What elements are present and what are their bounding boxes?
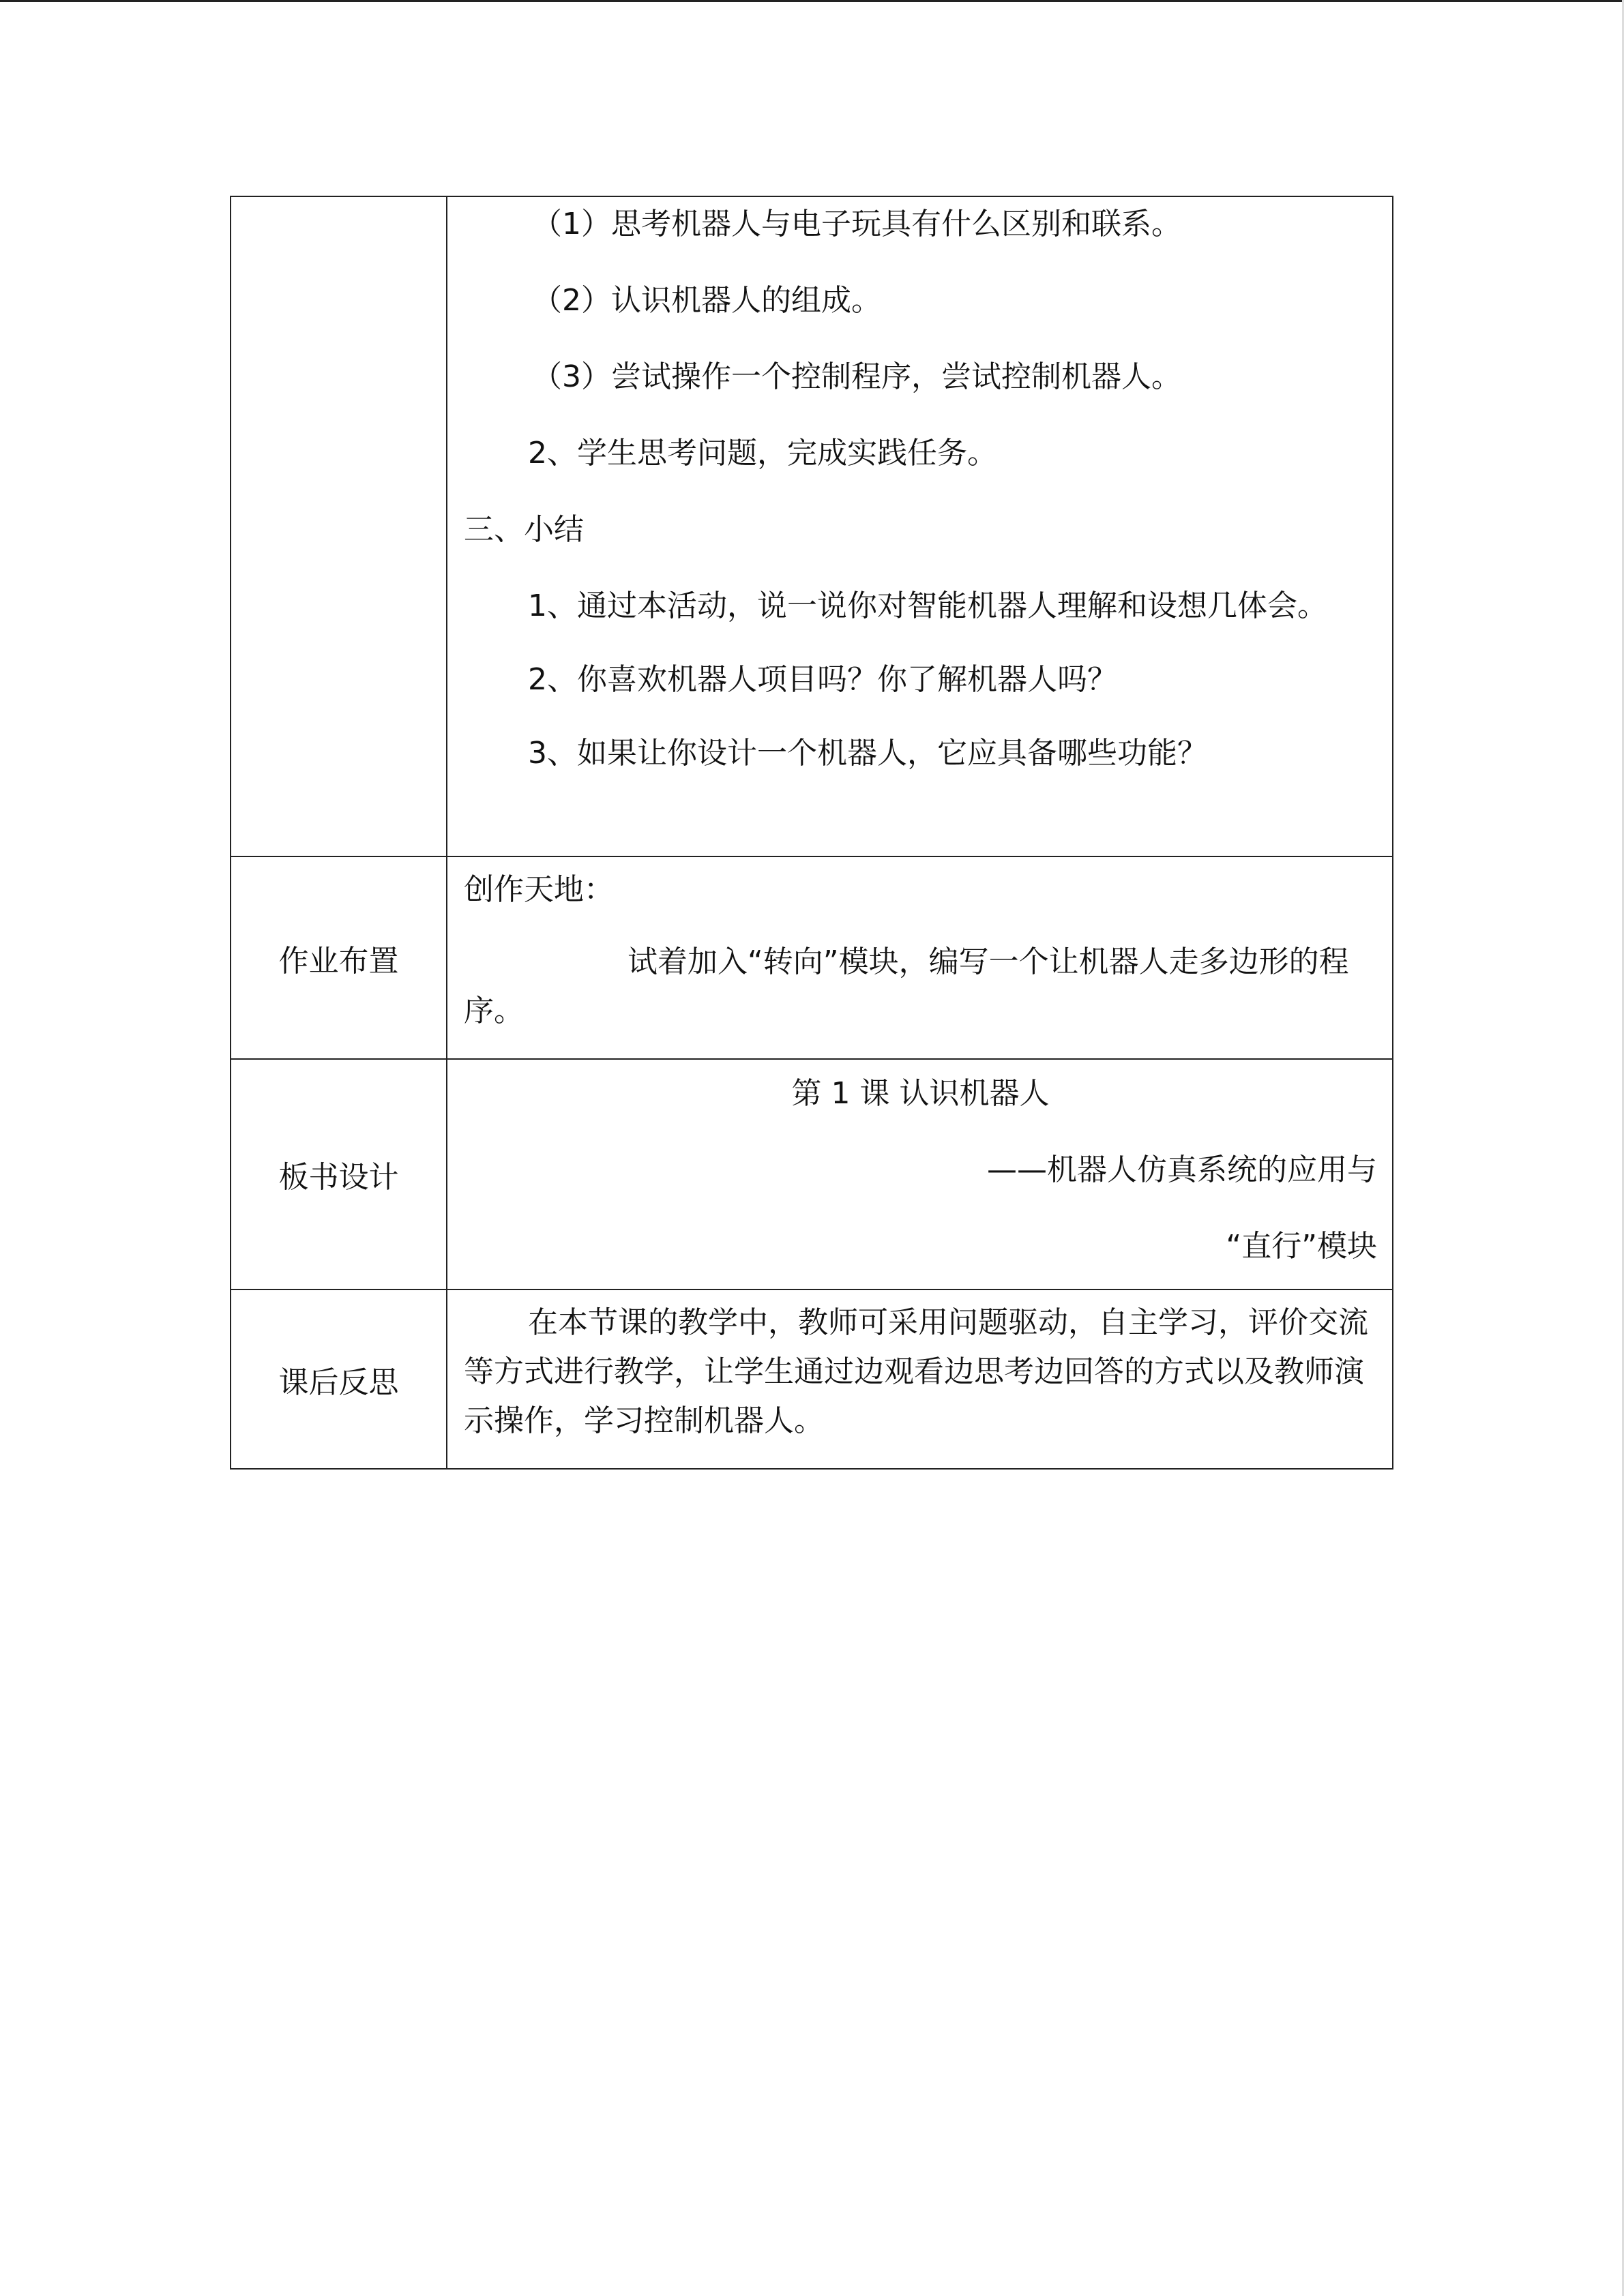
board-line-3: “直行”模块 [1226, 1229, 1377, 1264]
page-top-border [0, 0, 1624, 2]
process-line-7: 2、你喜欢机器人项目吗？你了解机器人吗？ [528, 662, 1117, 697]
process-line-8: 3、如果让你设计一个机器人，它应具备哪些功能？ [528, 736, 1207, 771]
table-row-board [231, 1059, 1393, 1289]
board-line-2: ——机器人仿真系统的应用与 [987, 1152, 1377, 1187]
board-content-cell [447, 1059, 1393, 1289]
homework-text: 试着加入“转向”模块，编写一个让机器人走多边形的程序。 [464, 944, 1349, 1028]
board-line-1: 第 1 课 认识机器人 [791, 1076, 1050, 1111]
process-line-4: 2、学生思考问题，完成实践任务。 [528, 436, 997, 471]
board-label: 板书设计 [231, 1059, 447, 1289]
process-label-cell [231, 196, 447, 856]
homework-label: 作业布置 [231, 856, 447, 1059]
table-row-process [231, 196, 1393, 856]
process-content-cell [447, 196, 1393, 856]
homework-content-cell [447, 856, 1393, 1059]
process-line-1: （1）思考机器人与电子玩具有什么区别和联系。 [532, 207, 1181, 241]
process-line-2: （2）认识机器人的组成。 [532, 283, 881, 318]
homework-title: 创作天地： [464, 872, 614, 907]
table-row-homework [231, 856, 1393, 1059]
table-row-reflection [231, 1289, 1393, 1469]
process-line-3: （3）尝试操作一个控制程序，尝试控制机器人。 [532, 359, 1181, 394]
reflection-content-cell [447, 1289, 1393, 1469]
reflection-label: 课后反思 [231, 1289, 447, 1469]
lesson-plan-table [230, 196, 1393, 1470]
process-section-heading: 三、小结 [464, 512, 584, 547]
process-line-6: 1、通过本活动，说一说你对智能机器人理解和设想几体会。 [528, 588, 1327, 623]
reflection-text: 在本节课的教学中，教师可采用问题驱动，自主学习，评价交流等方式进行教学，让学生通过边观看边思考边回答的方式以及教师演示操作，学习控制机器人。 [464, 1305, 1368, 1438]
